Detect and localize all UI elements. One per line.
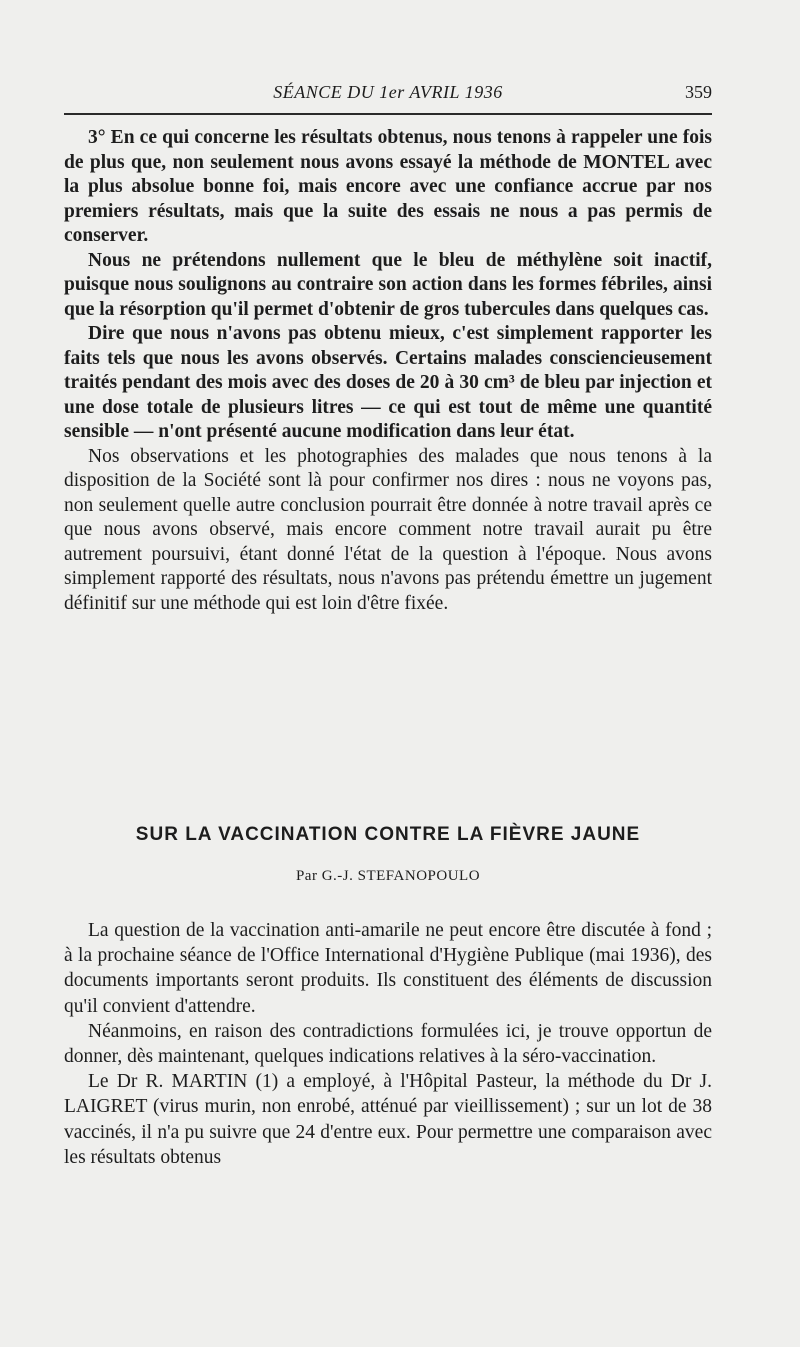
header-title: SÉANCE DU 1er AVRIL 1936 — [273, 82, 503, 102]
paragraph: La question de la vaccination anti-amarile ne peut encore être discutée à fond ; à la prochaine séance de l'Office International d'Hygiène Publique (mai 1936), des documents importants seront produits. Ils constituent des éléments de discussion qu'il convient d'attendre. — [64, 920, 712, 1017]
paragraph: 3° En ce qui concerne les résultats obtenus, nous tenons à rappeler une fois de plus que, non seulement nous avons essayé la méthode de MONTEL avec la plus absolue bonne foi, mais encore avec une confiance accrue par nos premiers résultats, mais que la suite des essais ne nous a pas permis de conserver. — [64, 127, 712, 246]
paragraph: Le Dr R. MARTIN (1) a employé, à l'Hôpital Pasteur, la méthode du Dr J. LAIGRET (virus murin, non enrobé, atténué par vieillissement) ; sur un lot de 38 vaccinés, il n'a pu suivre que 24 d'entre eux. Pour permettre une comparaison avec les résultats obtenus — [64, 1071, 712, 1168]
paragraph: Néanmoins, en raison des contradictions formulées ici, je trouve opportun de donner, dès maintenant, quelques indications relatives à la séro-vaccination. — [64, 1020, 712, 1068]
paragraph: Dire que nous n'avons pas obtenu mieux, c'est simplement rapporter les faits tels que nous les avons observés. Certains malades consciencieusement traités pendant des mois avec des doses de 20 à 30 cm³ de bleu par injection et une dose totale de plusieurs litres — ce qui est tout de même une quantité sensible — n'ont présenté aucune modification dans leur état. — [64, 323, 712, 442]
article-byline: Par G.-J. STEFANOPOULO — [295, 868, 481, 884]
page-number: 359 — [685, 82, 712, 102]
paragraph: Nous ne prétendons nullement que le bleu de méthylène soit inactif, puisque nous soulignons au contraire son action dans les formes fébriles, ainsi que la résorption qu'il permet d'obtenir de gros tubercules dans quelques cas. — [64, 249, 712, 320]
article-title: SUR LA VACCINATION CONTRE LA FIÈVRE JAUNE — [135, 824, 641, 845]
header-rule — [64, 113, 712, 115]
article-body — [64, 918, 712, 1170]
running-header — [64, 80, 712, 104]
discussion-section — [64, 126, 712, 616]
paragraph: Nos observations et les photographies des malades que nous tenons à la disposition de la Société sont là pour confirmer nos dires : nous ne voyons pas, non seulement quelle autre conclusion pourrait être donnée à notre travail après ce que nous avons observé, mais encore comment notre travail aurait pu être autrement poursuivi, étant donné l'état de la question à l'époque. Nous avons simplement rapporté des résultats, nous n'avons pas prétendu émettre un jugement définitif sur une méthode qui est loin d'être fixée. — [64, 445, 712, 614]
